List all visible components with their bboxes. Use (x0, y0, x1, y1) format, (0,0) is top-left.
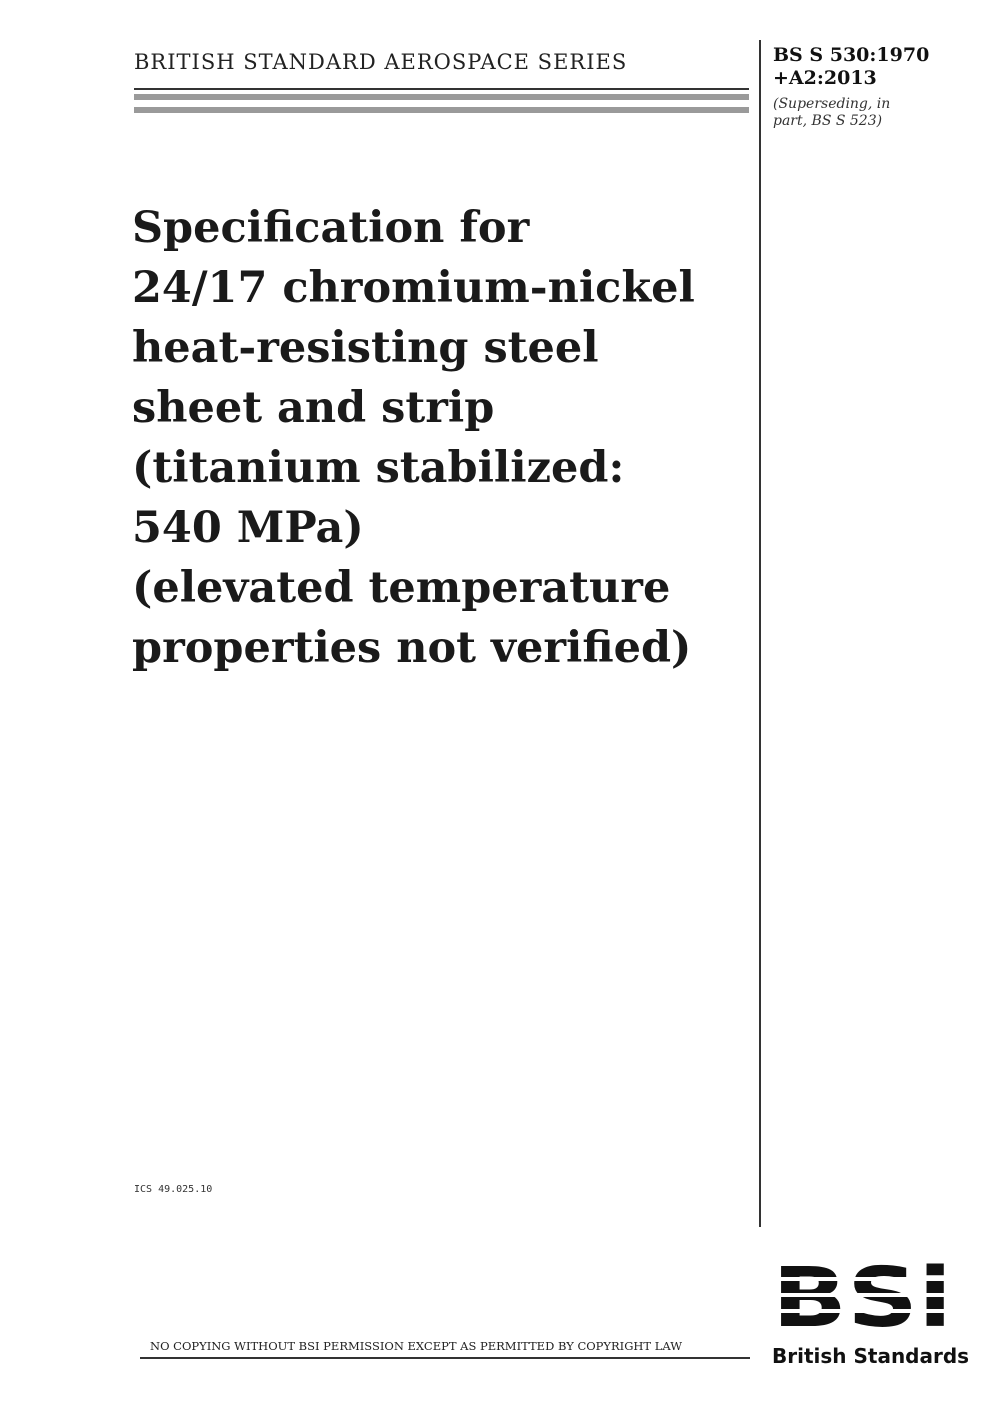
copyright-rule (140, 1357, 750, 1359)
standard-number-line1: BS S 530:1970 (773, 44, 930, 66)
vertical-divider (759, 40, 761, 1227)
ics-code: ICS 49.025.10 (134, 1184, 213, 1195)
header-rule-grey-lower (134, 107, 749, 113)
series-title: BRITISH STANDARD AEROSPACE SERIES (134, 50, 628, 74)
document-title: Specification for 24/17 chromium-nickel heat-resisting steel sheet and strip (titanium stabilized: 540 MPa) (elevated temperature properties not verified) (132, 203, 695, 673)
header-rule-grey (134, 94, 749, 100)
header-rule-thin (134, 88, 749, 90)
bsi-logo-icon (772, 1262, 952, 1328)
standard-number-line2: +A2:2013 (773, 67, 877, 89)
copyright-notice: NO COPYING WITHOUT BSI PERMISSION EXCEPT AS PERMITTED BY COPYRIGHT LAW (150, 1339, 683, 1353)
supersedes-note: (Superseding, in part, BS S 523) (773, 96, 891, 129)
bsi-logo-subtitle: British Standards (772, 1344, 970, 1368)
standard-number (773, 44, 929, 90)
